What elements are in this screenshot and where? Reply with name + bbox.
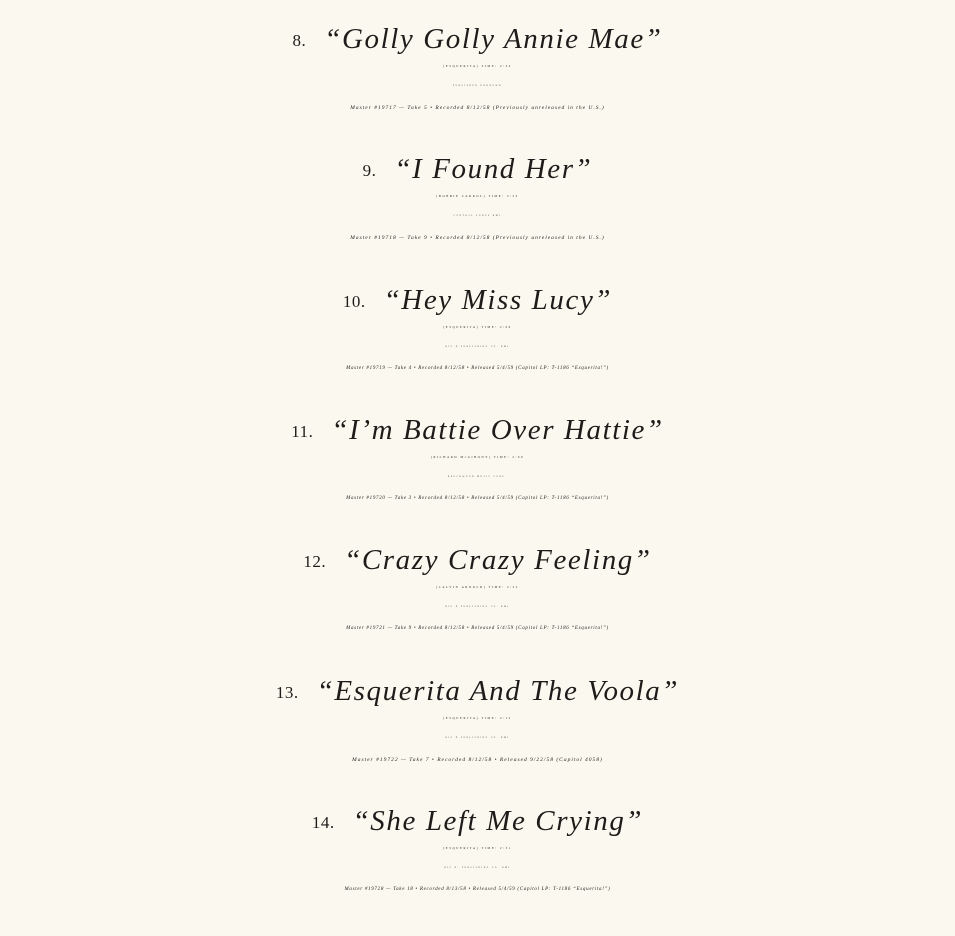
track-number: 10. (342, 292, 366, 311)
track-title: “Crazy Crazy Feeling” (344, 544, 652, 576)
track-entry (0, 543, 955, 641)
track-entry (0, 283, 955, 381)
track-number: 13. (275, 683, 299, 702)
track-composer-time: (ESQUERITA) TIME: 2:34 (443, 64, 512, 68)
track-number: 8. (292, 31, 307, 50)
track-entry (0, 22, 955, 120)
track-publisher: PUBLISHER UNKNOWN (452, 85, 503, 87)
track-title-line (0, 283, 955, 317)
track-composer-time: (ESQUERITA) TIME: 2:06 (443, 325, 512, 329)
track-title: “I Found Her” (394, 153, 593, 185)
track-master-info: Master #19719 — Take 4 • Recorded 8/12/58 • Released 5/4/59 (Capitol LP: T-1186 “Esquerita!”) (346, 366, 609, 371)
track-title-line (0, 804, 955, 838)
track-title-line (0, 152, 955, 186)
track-title: “She Left Me Crying” (352, 805, 644, 837)
track-title-line (0, 413, 955, 447)
track-composer-time: (ESQUERITA) TIME: 2:12 (443, 716, 512, 720)
track-entry (0, 413, 955, 511)
track-title: “I’m Battie Over Hattie” (331, 414, 664, 446)
track-master-info: Master #19721 — Take 9 • Recorded 8/12/58 • Released 5/4/59 (Capitol LP: T-1186 “Esquerita!”) (346, 626, 609, 631)
track-title: “Hey Miss Lucy” (383, 284, 613, 316)
track-composer-time: (RICHARD McGIBONY) TIME: 2:09 (430, 455, 525, 459)
track-publisher: BEECHWOOD MUSIC CORP. (447, 476, 508, 478)
track-number: 9. (362, 161, 377, 180)
track-publisher: BIG D PUBLISHING CO. BMI (445, 346, 510, 348)
track-master-info: Master #19722 — Take 7 • Recorded 8/12/58 • Released 9/22/58 (Capitol 4058) (352, 757, 603, 763)
track-title: “Golly Golly Annie Mae” (324, 23, 663, 55)
track-entry (0, 804, 955, 902)
track-master-info: Master #19718 — Take 9 • Recorded 8/12/58 (Previously unreleased in the U.S.) (350, 235, 605, 241)
track-publisher: BIG D PUBLISHING CO. BMI (445, 606, 510, 608)
track-publisher: BIG D. PUBLISHING CO. BMI (444, 867, 511, 869)
track-publisher: BIG D PUBLISHING CO. BMI (445, 737, 510, 739)
track-composer-time: (CALVIN ARNOLD) TIME: 2:22 (436, 585, 519, 589)
track-entry (0, 152, 955, 250)
track-title-line (0, 674, 955, 708)
track-title-line (0, 543, 955, 577)
track-title-line (0, 22, 955, 56)
track-publisher: CENTRAL SONGS BMI (453, 215, 502, 217)
track-master-info: Master #19728 — Take 18 • Recorded 8/13/58 • Released 5/4/59 (Capitol LP: T-1186 “Esquerita!”) (344, 887, 611, 892)
track-number: 14. (311, 813, 335, 832)
track-composer-time: (BOBBIE CARROL) TIME: 2:33 (436, 194, 519, 198)
track-number: 11. (291, 422, 314, 441)
track-master-info: Master #19717 — Take 5 • Recorded 8/12/58 (Previously unreleased in the U.S.) (350, 105, 605, 111)
track-master-info: Master #19720 — Take 3 • Recorded 8/12/58 • Released 5/4/59 (Capitol LP: T-1186 “Esquerita!”) (346, 496, 609, 501)
track-title: “Esquerita And The Voola” (316, 675, 680, 707)
track-composer-time: (ESQUERITA) TIME: 2:31 (443, 846, 512, 850)
track-entry (0, 674, 955, 772)
track-number: 12. (303, 552, 327, 571)
